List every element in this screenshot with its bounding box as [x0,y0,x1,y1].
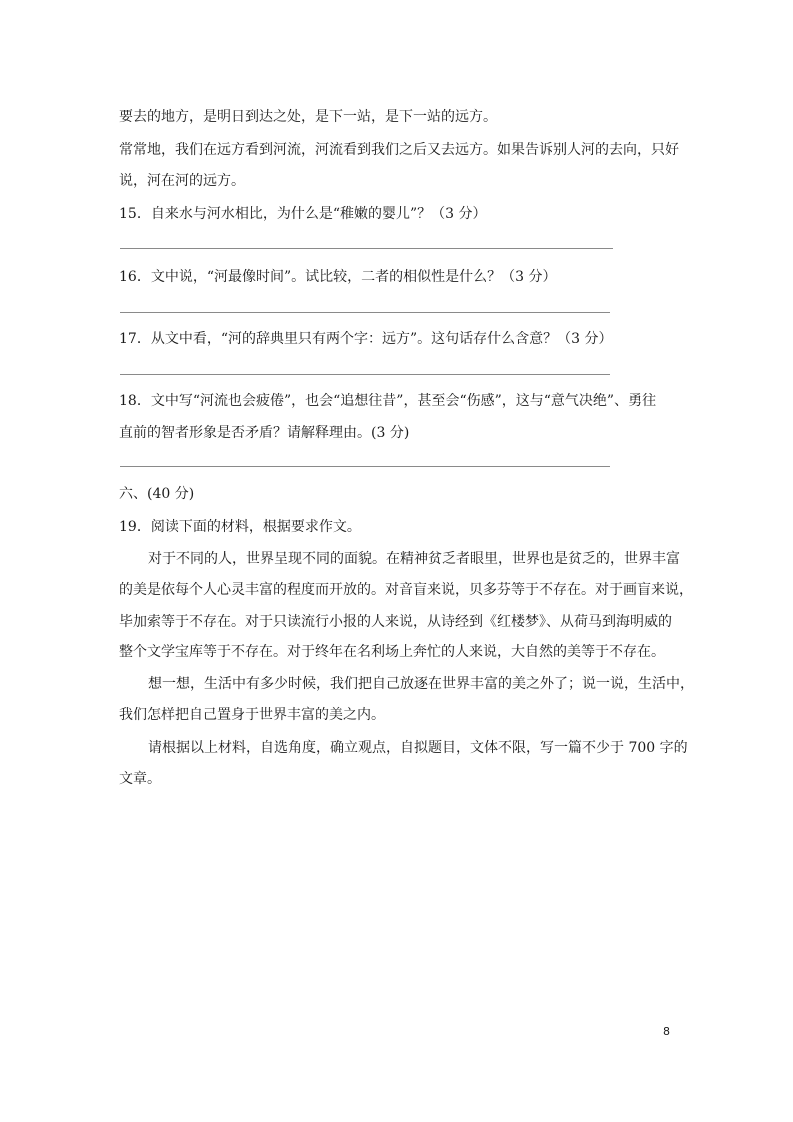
material-para-1-line-1: 对于不同的人，世界呈现不同的面貌。在精神贫乏者眼里，世界也是贫乏的，世界丰富 [148,551,680,567]
question-16: 16．文中说，“河最像时间”。试比较，二者的相似性是什么？（3 分） [119,269,557,285]
answer-line-18[interactable] [120,466,610,467]
question-15: 15．自来水与河水相比，为什么是“稚嫩的婴儿”？（3 分） [119,206,487,222]
section-6-heading: 六、(40 分) [119,486,195,502]
question-17: 17．从文中看，“河的辞典里只有两个字：远方”。这句话存什么含意？（3 分） [119,331,613,347]
passage-line-1: 要去的地方，是明日到达之处，是下一站，是下一站的远方。 [119,109,497,125]
answer-line-15[interactable] [120,248,613,249]
answer-line-16[interactable] [120,312,610,313]
material-para-2-line-1: 想一想，生活中有多少时候，我们把自己放逐在世界丰富的美之外了；说一说，生活中， [148,676,694,692]
question-19: 19．阅读下面的材料，根据要求作文。 [119,519,361,535]
question-18-line-1: 18．文中写“河流也会疲倦”，也会“追想往昔”，甚至会“伤感”，这与“意气决绝”、勇往 [119,393,657,409]
requirement-line-1: 请根据以上材料，自选角度，确立观点，自拟题目，文体不限，写一篇不少于 700 字的 [148,740,688,756]
material-para-1-line-3: 毕加索等于不存在。对于只读流行小报的人来说，从诗经到《红楼梦》、从荷马到海明威的 [119,614,672,630]
passage-line-3: 说，河在河的远方。 [119,173,245,189]
material-para-2-line-2: 我们怎样把自己置身于世界丰富的美之内。 [119,707,385,723]
material-para-1-line-2: 的美是依每个人心灵丰富的程度而开放的。对音盲来说，贝多芬等于不存在。对于画盲来说， [119,582,693,598]
material-para-1-line-4: 整个文学宝库等于不存在。对于终年在名利场上奔忙的人来说，大自然的美等于不存在。 [119,644,665,660]
answer-line-17[interactable] [120,374,610,375]
question-18-line-2: 直前的智者形象是否矛盾？请解释理由。(3 分) [119,425,410,441]
passage-line-2: 常常地，我们在远方看到河流，河流看到我们之后又去远方。如果告诉别人河的去向，只好 [119,142,679,158]
requirement-line-2: 文章。 [119,771,161,787]
page-number: 8 [663,1025,670,1038]
